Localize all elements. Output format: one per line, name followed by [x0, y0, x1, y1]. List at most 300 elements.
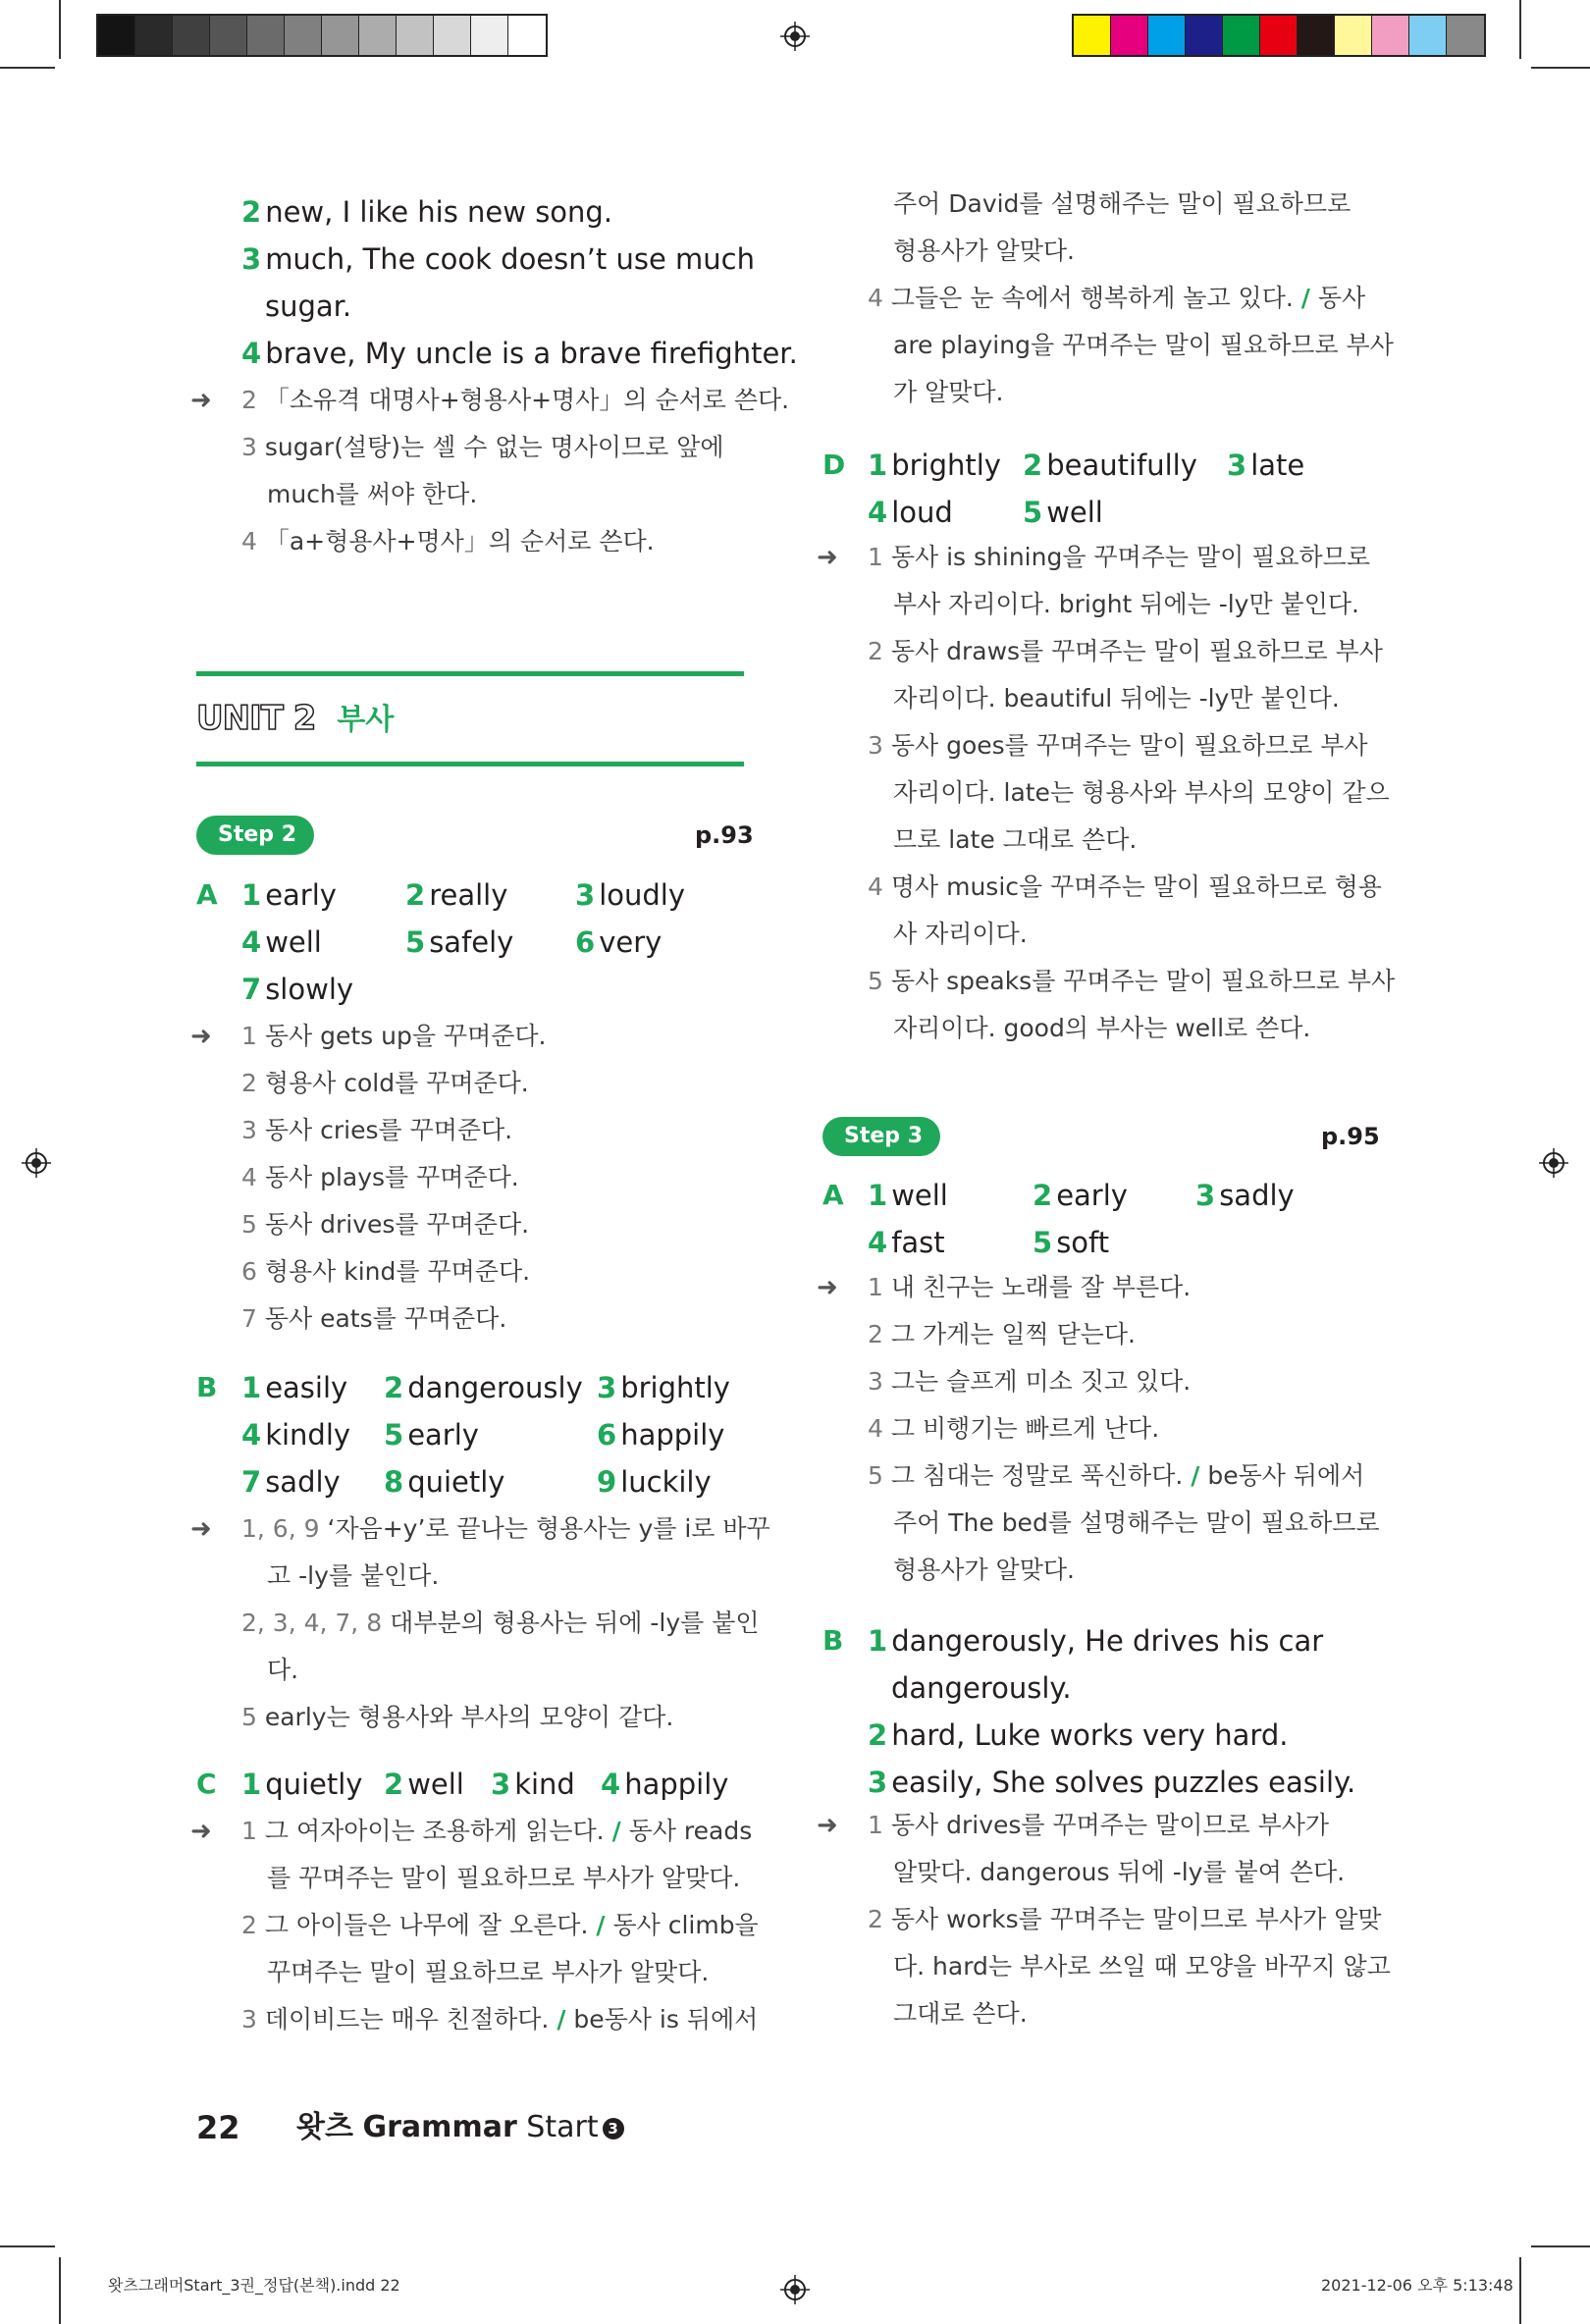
prev-unit-answer-number: 3 [241, 242, 262, 276]
left-a-explanation-text: 동사 plays를 꾸며준다. [264, 1163, 519, 1191]
right-a-answer-number: 4 [868, 1226, 888, 1259]
prev-unit-explanation [241, 428, 724, 467]
slash-separator: / [1300, 284, 1310, 312]
right-a-explanation-number: 1 [868, 1273, 883, 1301]
right-a-explanation [868, 1268, 1191, 1307]
right-a-answer-number: 1 [868, 1179, 888, 1212]
arrow-icon: ➜ [817, 1273, 838, 1302]
right-a-explanation-text: 주어 The bed를 설명해주는 말이 필요하므로 [893, 1508, 1380, 1537]
right-a-answer [1195, 1176, 1295, 1215]
right-a-answer-text: fast [891, 1226, 945, 1259]
right-a-answer-number: 2 [1033, 1179, 1053, 1212]
right-d-answer-text: brightly [891, 449, 1001, 482]
crop-mark [1531, 67, 1590, 69]
left-a-answer-text: slowly [265, 973, 354, 1006]
left-c-section-letter: C [196, 1768, 217, 1800]
left-b-answer-text: early [407, 1418, 479, 1452]
left-c-explanation-number: 3 [241, 2005, 257, 2034]
right-c-explanation-text: 가 알맞다. [893, 378, 1004, 406]
left-c-answer-number: 2 [384, 1768, 404, 1801]
calibration-swatch [1186, 16, 1223, 55]
left-a-explanation-text: 동사 eats를 꾸며준다. [264, 1304, 507, 1333]
left-b-answer-text: sadly [265, 1465, 341, 1499]
prev-unit-answer [241, 239, 755, 279]
left-b-explanation [241, 1604, 760, 1643]
right-a-answer-text: soft [1056, 1226, 1110, 1259]
right-b-explanation [893, 1853, 1345, 1892]
left-a-explanation [241, 1205, 529, 1244]
left-a-answer-number: 1 [241, 878, 262, 912]
right-c-explanation-text: 그들은 눈 속에서 행복하게 놀고 있다. [890, 284, 1294, 312]
right-d-explanation-number: 3 [868, 731, 883, 760]
left-b-answer-text: easily [265, 1371, 348, 1404]
left-b-answer [384, 1462, 504, 1502]
right-b-explanation [893, 1947, 1391, 1986]
right-d-explanation [893, 773, 1390, 813]
left-a-explanation-text: 동사 cries를 꾸며준다. [264, 1116, 513, 1144]
prev-unit-explanation-text: 「a+형용사+명사」의 순서로 쓴다. [264, 527, 655, 555]
right-d-explanation-text: 동사 draws를 꾸며주는 말이 필요하므로 부사 [890, 637, 1383, 665]
right-b-explanation-text: 다. hard는 부사로 쓰일 때 모양을 바꾸지 않고 [893, 1952, 1391, 1981]
right-a-explanation [893, 1551, 1075, 1590]
crop-mark [1531, 2245, 1590, 2247]
left-c-answer-text: kind [514, 1768, 575, 1801]
step-2-page-ref: p.93 [695, 821, 754, 849]
left-a-explanation-text: 형용사 cold를 꾸며준다. [264, 1069, 529, 1097]
right-d-answer-number: 2 [1023, 449, 1043, 482]
right-d-explanation-number: 2 [868, 637, 883, 665]
left-a-answer-text: really [429, 878, 508, 912]
left-b-answer-number: 6 [597, 1418, 617, 1452]
right-a-answer [868, 1223, 945, 1262]
right-d-explanation [893, 820, 1137, 860]
calibration-swatch [1335, 16, 1372, 55]
right-a-explanation [868, 1362, 1191, 1401]
prev-unit-answer-number: 4 [241, 337, 262, 370]
left-b-answer-number: 4 [241, 1418, 262, 1452]
left-a-answer [241, 923, 322, 962]
left-c-answer-number: 1 [241, 1768, 262, 1801]
left-c-answer-text: well [407, 1768, 464, 1801]
right-b-answer-text: easily, She solves puzzles easily. [891, 1766, 1356, 1799]
right-d-answer [1023, 493, 1103, 532]
right-d-explanation-text: 사 자리이다. [893, 920, 1028, 948]
calibration-swatch [397, 16, 434, 55]
right-b-answer [868, 1716, 1288, 1755]
right-d-explanation [868, 868, 1382, 907]
calibration-swatch [247, 16, 285, 55]
prev-unit-answer-text: new, I like his new song. [265, 195, 613, 229]
left-c-explanation-text: 를 꾸며주는 말이 필요하므로 부사가 알맞다. [267, 1864, 741, 1892]
left-a-answer-number: 3 [575, 878, 596, 912]
calibration-swatch [285, 16, 322, 55]
right-b-answer-text: dangerously. [891, 1671, 1072, 1705]
left-b-answer-text: happily [620, 1418, 725, 1452]
left-c-answer-text: quietly [265, 1768, 363, 1801]
left-c-explanation [267, 1859, 740, 1898]
right-d-explanation-text: 동사 is shining을 꾸며주는 말이 필요하므로 [890, 543, 1370, 571]
left-b-explanation [241, 1509, 770, 1549]
left-a-explanation [241, 1299, 506, 1339]
unit-heading [196, 697, 394, 742]
right-d-answer-text: beautifully [1046, 449, 1197, 482]
prev-unit-answer-number: 2 [241, 195, 262, 229]
unit-bottom-rule [196, 762, 744, 766]
book-title-rest: Start [526, 2110, 599, 2144]
book-title [296, 2108, 624, 2147]
right-d-explanation-text: 동사 speaks를 꾸며주는 말이 필요하므로 부사 [890, 967, 1396, 995]
right-a-explanation [868, 1409, 1159, 1449]
right-a-explanation [893, 1504, 1380, 1543]
right-b-answer [891, 1668, 1072, 1708]
unit-top-rule [196, 671, 744, 676]
right-d-explanation-text: 동사 goes를 꾸며주는 말이 필요하므로 부사 [890, 731, 1368, 760]
left-c-explanation-tail: be동사 is 뒤에서 [573, 2005, 759, 2034]
left-a-explanation-number: 7 [241, 1304, 257, 1333]
book-title-bold: Grammar [362, 2110, 517, 2144]
registration-mark-icon [780, 2275, 810, 2304]
right-a-explanation-text: 형용사가 알맞다. [893, 1556, 1075, 1584]
left-b-explanation-text: ‘자음+y’로 끝나는 형용사는 y를 i로 바꾸 [327, 1514, 770, 1543]
left-a-answer [241, 875, 337, 915]
slash-separator: / [556, 2005, 566, 2034]
left-a-answer-text: early [265, 878, 337, 912]
left-c-answer-number: 4 [601, 1768, 621, 1801]
left-a-answer-number: 2 [405, 878, 426, 912]
arrow-icon: ➜ [817, 1811, 838, 1840]
left-c-answer [601, 1765, 728, 1804]
prev-unit-answer-text: brave, My uncle is a brave firefighter. [265, 337, 798, 370]
left-b-explanation [241, 1698, 673, 1737]
calibration-swatch [1223, 16, 1260, 55]
right-d-explanation [893, 585, 1359, 624]
left-a-explanation-text: 형용사 kind를 꾸며준다. [264, 1257, 531, 1286]
right-b-answer-number: 2 [868, 1718, 888, 1752]
right-a-explanation-text: 그 침대는 정말로 푹신하다. [890, 1461, 1184, 1490]
step-2-badge: Step 2 [196, 816, 314, 855]
prev-unit-explanation-text: sugar(설탕)는 셀 수 없는 명사이므로 앞에 [264, 433, 724, 461]
left-c-explanation-text: 그 아이들은 나무에 잘 오른다. [264, 1911, 589, 1939]
right-a-answer-text: well [891, 1179, 948, 1212]
prev-unit-explanation-text: much를 써야 한다. [267, 480, 478, 508]
left-c-answer-text: happily [624, 1768, 729, 1801]
left-a-answer [575, 875, 685, 915]
left-c-explanation-tail: 동사 climb을 [612, 1911, 759, 1939]
calibration-swatch [1148, 16, 1186, 55]
right-d-explanation [893, 915, 1028, 954]
left-b-answer-number: 3 [597, 1371, 617, 1404]
arrow-icon: ➜ [190, 386, 212, 415]
left-a-explanation [241, 1252, 530, 1292]
left-c-explanation [241, 1812, 752, 1851]
calibration-swatch [135, 16, 173, 55]
left-a-answer-text: safely [429, 925, 514, 959]
right-b-explanation [868, 1806, 1329, 1845]
left-c-answer-number: 3 [491, 1768, 511, 1801]
right-b-explanation [868, 1900, 1382, 1939]
right-d-answer-text: well [1046, 496, 1103, 529]
left-b-explanation-text: 고 -ly를 붙인다. [267, 1561, 440, 1590]
calibration-swatch [471, 16, 508, 55]
left-b-explanation-text: 다. [267, 1656, 299, 1684]
right-d-section-letter: D [822, 449, 846, 481]
right-a-explanation-number: 3 [868, 1367, 883, 1396]
left-c-explanation-text: 데이비드는 매우 친절하다. [264, 2005, 550, 2034]
right-d-explanation [868, 726, 1368, 766]
left-c-explanation-number: 2 [241, 1911, 257, 1939]
calibration-swatch [98, 16, 135, 55]
left-b-answer-number: 9 [597, 1465, 617, 1499]
left-a-answer-text: very [599, 925, 662, 959]
right-a-answer [868, 1176, 948, 1215]
slash-separator: / [596, 1911, 606, 1939]
calibration-swatch [434, 16, 471, 55]
right-d-answer [1023, 446, 1197, 485]
left-a-explanation-number: 5 [241, 1210, 257, 1239]
right-c-explanation-text: 주어 David를 설명해주는 말이 필요하므로 [893, 189, 1352, 218]
left-c-explanation [267, 1953, 709, 1992]
left-a-section-letter: A [196, 878, 218, 911]
right-d-explanation [893, 679, 1340, 718]
left-a-answer-text: well [265, 925, 322, 959]
prev-unit-answer [265, 287, 351, 326]
right-a-answer [1033, 1223, 1109, 1262]
left-a-answer [405, 923, 513, 962]
prev-unit-explanation [241, 381, 789, 420]
step-3-page-ref: p.95 [1321, 1123, 1380, 1150]
crop-mark [0, 2245, 55, 2247]
right-d-explanation-number: 4 [868, 872, 883, 901]
left-a-explanation [241, 1017, 547, 1056]
right-d-answer-number: 4 [868, 496, 888, 529]
crop-mark [59, 0, 61, 59]
arrow-icon: ➜ [190, 1022, 212, 1051]
right-a-answer-text: early [1056, 1179, 1128, 1212]
right-a-explanation-number: 5 [868, 1461, 883, 1490]
left-b-answer-text: luckily [620, 1465, 712, 1499]
right-d-explanation [868, 632, 1383, 671]
left-a-answer-number: 5 [405, 925, 426, 959]
gray-calibration-bars [96, 14, 548, 57]
right-d-answer [1227, 446, 1304, 485]
left-b-explanation [267, 1557, 439, 1596]
right-c-explanation-tail: 동사 [1317, 284, 1366, 312]
left-a-explanation-number: 3 [241, 1116, 257, 1144]
left-c-explanation-number: 1 [241, 1817, 257, 1845]
left-a-explanation [241, 1158, 519, 1197]
left-a-answer-number: 6 [575, 925, 596, 959]
right-d-explanation-text: 자리이다. beautiful 뒤에는 -ly만 붙인다. [893, 684, 1340, 713]
right-d-answer-text: late [1250, 449, 1305, 482]
right-c-explanation [893, 326, 1394, 365]
right-b-answer-number: 3 [868, 1766, 888, 1799]
right-d-answer [868, 493, 953, 532]
right-d-answer-number: 1 [868, 449, 888, 482]
crop-mark [0, 67, 55, 69]
left-c-explanation-text: 그 여자아이는 조용하게 읽는다. [264, 1817, 605, 1845]
book-title-korean: 왓츠 [296, 2110, 353, 2144]
crop-mark [1519, 0, 1521, 59]
right-c-explanation-number: 4 [868, 284, 883, 312]
left-a-answer [575, 923, 662, 962]
right-d-explanation [868, 962, 1395, 1001]
right-a-explanation-text: 그 비행기는 빠르게 난다. [890, 1414, 1160, 1443]
prev-unit-answer-text: much, The cook doesn’t use much [265, 242, 755, 276]
left-a-explanation [241, 1111, 512, 1150]
right-b-answer [868, 1621, 1323, 1661]
right-c-explanation [868, 279, 1365, 318]
left-b-explanation [267, 1651, 298, 1690]
right-d-explanation-number: 1 [868, 543, 883, 571]
right-a-explanation [868, 1315, 1136, 1354]
volume-badge: 3 [603, 2118, 624, 2139]
registration-mark-icon [22, 1148, 51, 1178]
calibration-swatch [210, 16, 247, 55]
right-d-explanation-text: 부사 자리이다. bright 뒤에는 -ly만 붙인다. [893, 590, 1359, 618]
right-d-explanation-text: 므로 late 그대로 쓴다. [893, 825, 1138, 854]
left-c-explanation-text: 꾸며주는 말이 필요하므로 부사가 알맞다. [267, 1958, 710, 1986]
left-a-explanation-number: 4 [241, 1163, 257, 1191]
unit-subtitle: 부사 [337, 703, 395, 737]
left-b-answer [241, 1462, 341, 1502]
right-b-explanation-text: 동사 drives를 꾸며주는 말이므로 부사가 [890, 1811, 1330, 1839]
calibration-swatch [1074, 16, 1111, 55]
right-b-answer-text: hard, Luke works very hard. [891, 1718, 1289, 1752]
prev-unit-explanation [267, 475, 477, 514]
arrow-icon: ➜ [190, 1514, 212, 1544]
right-c-explanation-text: are playing을 꾸며주는 말이 필요하므로 부사 [893, 331, 1394, 359]
arrow-icon: ➜ [190, 1817, 212, 1846]
left-b-explanation-number: 1, 6, 9 [241, 1514, 320, 1543]
right-d-explanation [893, 1009, 1310, 1048]
left-a-answer [405, 875, 507, 915]
right-a-section-letter: A [822, 1179, 844, 1211]
right-b-explanation-text: 동사 works를 꾸며주는 말이므로 부사가 알맞 [890, 1905, 1382, 1933]
prev-unit-answer-text: sugar. [265, 290, 352, 323]
page-number: 22 [196, 2109, 240, 2146]
left-b-answer-number: 8 [384, 1465, 404, 1499]
right-b-explanation-text: 그대로 쓴다. [893, 1999, 1028, 2028]
left-a-answer-number: 4 [241, 925, 262, 959]
right-d-explanation [868, 538, 1370, 577]
left-c-explanation [241, 2000, 758, 2039]
right-c-explanation [893, 373, 1004, 412]
calibration-swatch [1298, 16, 1335, 55]
left-b-answer [597, 1415, 724, 1454]
crop-mark [59, 2257, 61, 2324]
left-b-answer-number: 2 [384, 1371, 404, 1404]
calibration-swatch [322, 16, 359, 55]
right-d-explanation-text: 명사 music을 꾸며주는 말이 필요하므로 형용 [890, 872, 1382, 901]
right-a-answer [1033, 1176, 1128, 1215]
calibration-swatch [508, 16, 546, 55]
right-d-explanation-text: 자리이다. late는 형용사와 부사의 모양이 같으 [893, 778, 1390, 807]
left-b-answer-number: 5 [384, 1418, 404, 1452]
slash-separator: / [1191, 1461, 1200, 1490]
right-b-explanation-text: 알맞다. dangerous 뒤에 -ly를 붙여 쓴다. [893, 1858, 1346, 1886]
left-a-explanation-text: 동사 gets up을 꾸며준다. [264, 1022, 547, 1050]
left-a-explanation-number: 2 [241, 1069, 257, 1097]
right-d-answer-text: loud [891, 496, 953, 529]
prev-unit-explanation-number: 4 [241, 527, 257, 555]
left-b-answer [241, 1368, 347, 1407]
prev-unit-answer [241, 192, 612, 232]
left-a-answer [241, 970, 353, 1009]
calibration-swatch [1372, 16, 1409, 55]
calibration-swatch [1260, 16, 1298, 55]
left-c-answer [241, 1765, 362, 1804]
left-b-answer [241, 1415, 350, 1454]
left-b-explanation-number: 2, 3, 4, 7, 8 [241, 1609, 383, 1637]
left-b-answer-text: quietly [407, 1465, 505, 1499]
right-a-answer-text: sadly [1219, 1179, 1295, 1212]
right-a-answer-number: 3 [1195, 1179, 1216, 1212]
left-b-answer-text: brightly [620, 1371, 730, 1404]
left-a-explanation [241, 1064, 529, 1103]
calibration-swatch [1447, 16, 1484, 55]
right-d-explanation-number: 5 [868, 967, 883, 995]
left-a-explanation-number: 6 [241, 1257, 257, 1286]
right-a-explanation [868, 1456, 1364, 1496]
right-a-explanation-tail: be동사 뒤에서 [1207, 1461, 1365, 1490]
right-b-section-letter: B [822, 1624, 844, 1657]
right-b-explanation-number: 2 [868, 1905, 883, 1933]
calibration-swatch [173, 16, 210, 55]
arrow-icon: ➜ [817, 543, 838, 572]
left-b-answer-text: kindly [265, 1418, 351, 1452]
color-calibration-bars [1072, 14, 1486, 57]
registration-mark-icon [1539, 1148, 1568, 1178]
right-d-answer [868, 446, 1001, 485]
right-a-answer-number: 5 [1033, 1226, 1053, 1259]
left-b-answer-number: 7 [241, 1465, 262, 1499]
left-a-explanation-number: 1 [241, 1022, 257, 1050]
right-b-answer-text: dangerously, He drives his car [891, 1624, 1324, 1658]
left-b-answer [597, 1368, 730, 1407]
crop-mark [1519, 2257, 1521, 2324]
right-c-explanation [893, 185, 1351, 224]
right-b-answer-number: 1 [868, 1624, 888, 1658]
prev-unit-explanation-number: 3 [241, 433, 257, 461]
left-b-answer [384, 1368, 583, 1407]
prev-unit-answer [241, 334, 798, 373]
left-b-explanation-number: 5 [241, 1703, 257, 1731]
left-b-section-letter: B [196, 1371, 218, 1403]
prev-unit-explanation-text: 「소유격 대명사+형용사+명사」의 순서로 쓴다. [264, 386, 790, 414]
left-b-answer-text: dangerously [407, 1371, 583, 1404]
left-a-answer-number: 7 [241, 973, 262, 1006]
right-b-explanation [893, 1994, 1028, 2034]
right-d-explanation-text: 자리이다. good의 부사는 well로 쓴다. [893, 1014, 1311, 1042]
step-3-badge: Step 3 [822, 1117, 940, 1156]
left-c-answer [491, 1765, 575, 1804]
slash-separator: / [611, 1817, 621, 1845]
left-b-answer [384, 1415, 479, 1454]
left-b-explanation-text: 대부분의 형용사는 뒤에 -ly를 붙인 [390, 1609, 760, 1637]
left-b-explanation-text: early는 형용사와 부사의 모양이 같다. [264, 1703, 674, 1731]
calibration-swatch [1111, 16, 1148, 55]
right-c-explanation-text: 형용사가 알맞다. [893, 237, 1075, 265]
right-d-answer-number: 5 [1023, 496, 1043, 529]
left-a-answer-text: loudly [599, 878, 685, 912]
right-c-explanation [893, 232, 1075, 271]
prev-unit-explanation [241, 522, 655, 561]
right-b-answer [868, 1763, 1355, 1802]
left-c-answer [384, 1765, 464, 1804]
left-b-answer [597, 1462, 712, 1502]
slug-date: 2021-12-06 오후 5:13:48 [1321, 2276, 1513, 2295]
left-c-explanation [241, 1906, 759, 1945]
